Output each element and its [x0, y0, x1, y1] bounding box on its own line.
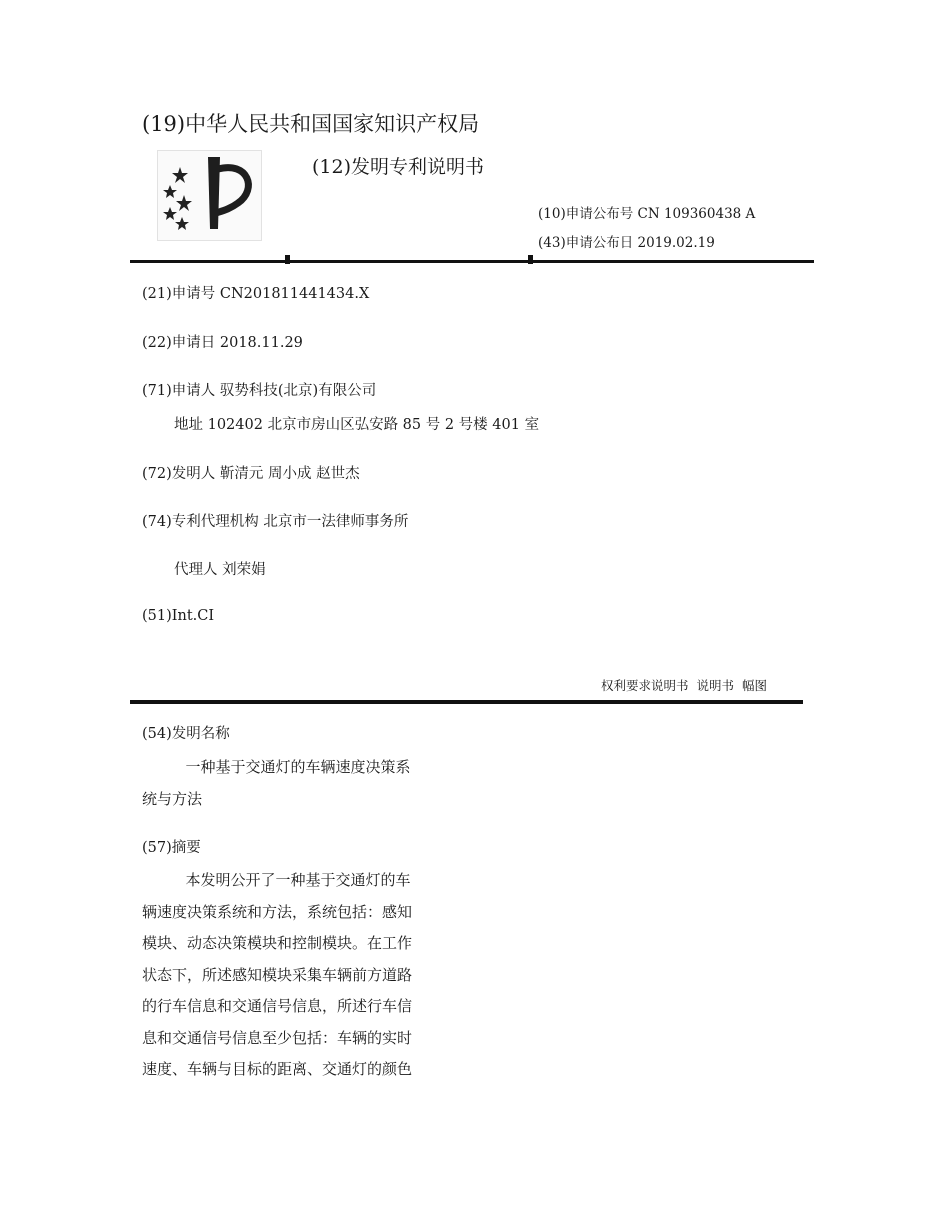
application-number: CN201811441434.X [219, 286, 370, 302]
abstract-line: 模块、动态决策模块和控制模块。在工作 [142, 934, 413, 952]
header-divider-tick [285, 255, 290, 264]
header-divider-tick [528, 255, 533, 264]
agent: 刘荣娟 [222, 562, 266, 578]
abstract-line: 本发明公开了一种基于交通灯的车 [185, 871, 411, 889]
publication-date: 2019.02.19 [637, 235, 715, 251]
address-label: 地址 [174, 417, 203, 433]
office-name: (19)中华人民共和国国家知识产权局 [142, 112, 480, 136]
invention-title-line: 统与方法 [142, 789, 203, 808]
invention-title-line: 一种基于交通灯的车辆速度决策系 [185, 758, 411, 776]
address-row [174, 413, 539, 434]
invention-title [142, 752, 411, 815]
section-divider [130, 700, 803, 704]
abstract-text [142, 865, 412, 1086]
invention-title-label: (54)发明名称 [142, 726, 230, 742]
document-type: (12)发明专利说明书 [312, 156, 485, 178]
publication-number-row [538, 202, 755, 222]
agency-row [142, 510, 408, 531]
inventors-row [142, 462, 360, 483]
abstract-line: 状态下，所述感知模块采集车辆前方道路 [142, 965, 413, 984]
inventors: 靳清元 周小成 赵世杰 [219, 466, 360, 482]
publication-date-row [538, 231, 715, 251]
inventors-label: (72)发明人 [142, 466, 216, 482]
applicant: 驭势科技(北京)有限公司 [219, 383, 377, 399]
tab-description[interactable]: 说明书 [696, 678, 735, 693]
application-date: 2018.11.29 [219, 335, 303, 351]
publication-number-label: (10)申请公布号 [538, 206, 634, 222]
application-number-row [142, 282, 369, 303]
address: 102402 北京市房山区弘安路 85 号 2 号楼 401 室 [207, 417, 540, 433]
abstract-line: 速度、车辆与目标的距离、交通灯的颜色 [142, 1060, 413, 1078]
agent-label: 代理人 [174, 562, 218, 578]
abstract-label: (57)摘要 [142, 840, 201, 856]
publication-date-label: (43)申请公布日 [538, 235, 634, 251]
abstract-line: 辆速度决策系统和方法，系统包括：感知 [142, 902, 413, 921]
tab-drawings[interactable]: 幅图 [742, 678, 768, 693]
application-date-label: (22)申请日 [142, 335, 216, 351]
int-cl-label: (51)Int.CI [142, 608, 215, 624]
application-date-row [142, 331, 303, 352]
agency-label: (74)专利代理机构 [142, 514, 259, 530]
application-number-label: (21)申请号 [142, 286, 216, 302]
publication-number: CN 109360438 A [637, 206, 756, 222]
agency: 北京市一法律师事务所 [263, 514, 409, 530]
applicant-label: (71)申请人 [142, 383, 216, 399]
cnipa-logo [157, 150, 262, 241]
agent-row [174, 558, 266, 579]
abstract-line: 的行车信息和交通信号信息，所述行车信 [142, 997, 413, 1015]
applicant-row [142, 379, 376, 400]
header-divider [130, 260, 814, 263]
tab-claims[interactable]: 权利要求说明书 [601, 678, 689, 693]
abstract-line: 息和交通信号信息至少包括：车辆的实时 [142, 1028, 413, 1047]
section-tabs [601, 676, 771, 694]
